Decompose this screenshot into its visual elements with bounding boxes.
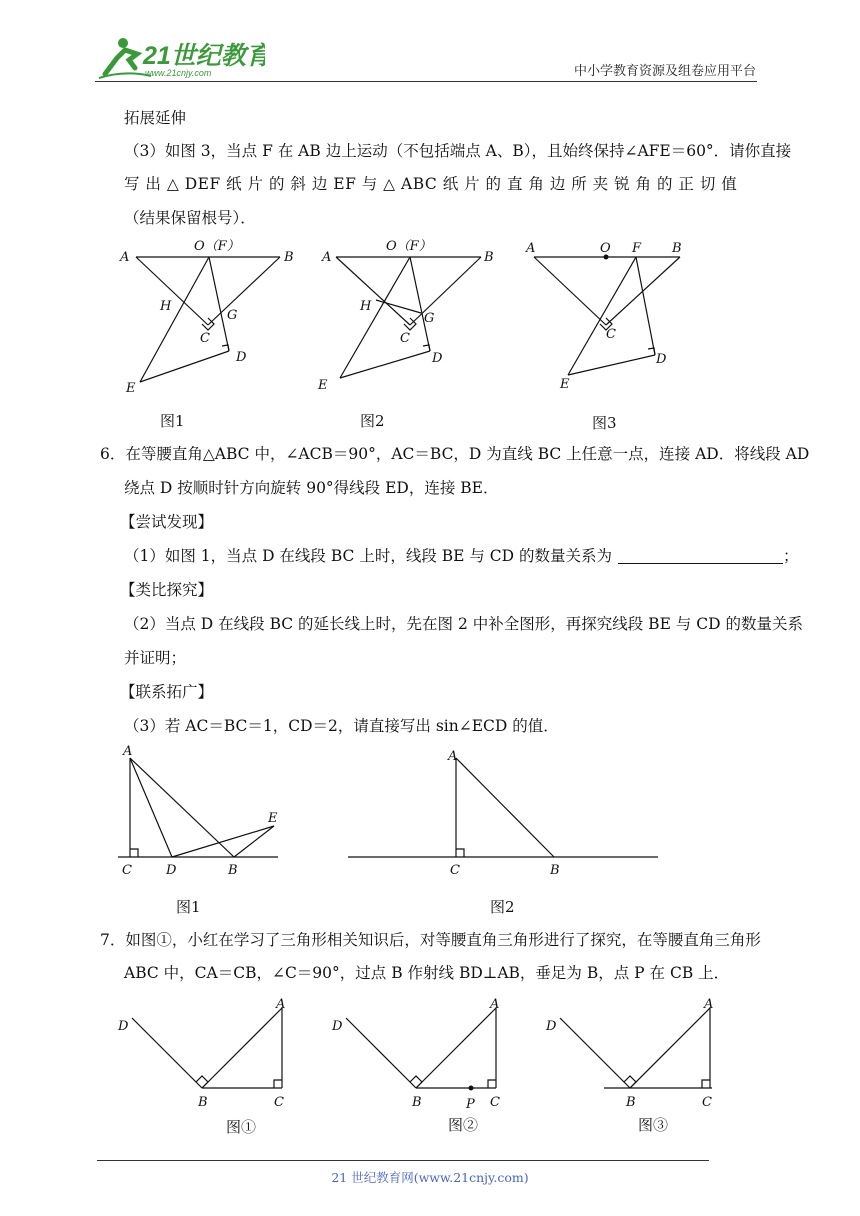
q6-part1: （1）如图 1，当点 D 在线段 BC 上时，线段 BE 与 CD 的数量关系为 ；	[124, 547, 799, 565]
svg-text:A: A	[490, 997, 500, 1012]
svg-text:D: D	[332, 1019, 343, 1034]
svg-text:C: C	[450, 863, 460, 878]
q5-figure-2	[314, 232, 514, 432]
q6-part2-line1: （2）当点 D 在线段 BC 的延长线上时，先在图 2 中补全图形，再探究线段 BE 与 CD 的数量关系	[124, 615, 803, 633]
q6-figure-1	[110, 742, 290, 922]
q5-figure-3	[520, 232, 720, 432]
svg-text:O: O	[600, 241, 611, 256]
svg-text:B: B	[228, 863, 238, 878]
caption-fig1: 图1	[160, 412, 185, 430]
svg-text:D: D	[166, 863, 177, 878]
svg-text:C: C	[606, 327, 616, 342]
caption-q7-fig2: 图②	[448, 1116, 479, 1134]
caption-q6-fig1: 图1	[176, 898, 201, 916]
footer-link[interactable]: 21 世纪教育网(www.21cnjy.com)	[331, 1170, 529, 1185]
svg-text:A: A	[526, 241, 536, 256]
svg-text:A: A	[276, 997, 286, 1012]
q5-text-line3: （结果保留根号）．	[124, 209, 256, 227]
q7-text-line1: 7．如图①，小红在学习了三角形相关知识后，对等腰直角三角形进行了探究，在等腰直角三角形	[100, 931, 761, 949]
header-platform-text: 中小学教育资源及组卷应用平台	[573, 64, 756, 79]
q5-figure-1	[112, 232, 312, 432]
svg-text:A: A	[448, 749, 458, 764]
svg-text:B: B	[284, 250, 294, 265]
q5-text-line1: （3）如图 3，当点 F 在 AB 边上运动（不包括端点 A、B），且始终保持∠AFE＝60°．请你直接	[124, 142, 792, 160]
caption-q6-fig2: 图2	[490, 898, 515, 916]
svg-text:D: D	[236, 350, 247, 365]
logo-url: www.21cnjy.com	[145, 68, 212, 78]
q6-tag-analogy: 【类比探究】	[120, 581, 214, 599]
svg-text:H: H	[360, 299, 372, 314]
caption-fig2: 图2	[360, 412, 385, 430]
q6-tag-try: 【尝试发现】	[120, 513, 214, 531]
svg-text:B: B	[626, 1095, 636, 1110]
svg-text:G: G	[424, 311, 435, 326]
logo-text: 21世纪教育	[143, 42, 265, 70]
svg-text:B: B	[672, 241, 682, 256]
answer-blank[interactable]	[618, 549, 783, 564]
svg-text:B: B	[198, 1095, 208, 1110]
svg-text:B: B	[484, 250, 494, 265]
svg-text:B: B	[412, 1095, 422, 1110]
svg-text:D: D	[432, 351, 443, 366]
svg-text:E: E	[268, 811, 278, 826]
svg-text:A: A	[123, 744, 133, 759]
caption-q7-fig1: 图①	[226, 1118, 257, 1136]
svg-text:G: G	[227, 308, 238, 323]
header-divider	[95, 81, 757, 82]
q5-text-line2: 写 出 △ DEF 纸 片 的 斜 边 EF 与 △ ABC 纸 片 的 直 角 边 所 夹 锐 角 的 正 切 值	[124, 175, 738, 193]
svg-text:C: C	[400, 331, 410, 346]
q6-part2-line2: 并证明；	[124, 649, 187, 667]
q6-part3: （3）若 AC＝BC＝1，CD＝2，请直接写出 sin∠ECD 的值．	[124, 717, 559, 735]
q6-figure-2	[340, 742, 670, 922]
section-title: 拓展延伸	[124, 109, 187, 127]
svg-text:C: C	[200, 331, 210, 346]
svg-text:D: D	[656, 352, 667, 367]
footer-divider	[97, 1160, 709, 1161]
svg-text:C: C	[702, 1095, 712, 1110]
q6-text-line2: 绕点 D 按顺时针方向旋转 90°得线段 ED，连接 BE．	[124, 479, 499, 497]
svg-text:E: E	[560, 377, 570, 392]
q6-tag-extend: 【联系拓广】	[120, 683, 214, 701]
svg-text:A: A	[120, 250, 130, 265]
q7-figure-1	[112, 994, 302, 1144]
q6-text-line1: 6．在等腰直角△ABC 中，∠ACB＝90°，AC＝BC，D 为直线 BC 上任意一点，连接 AD．将线段 AD	[100, 445, 810, 463]
q7-text-line2: ABC 中，CA＝CB，∠C＝90°，过点 B 作射线 BD⊥AB，垂足为 B，点 P 在 CB 上．	[124, 964, 730, 982]
q7-figure-2	[330, 994, 520, 1144]
svg-text:O（F）: O（F）	[386, 239, 432, 254]
svg-text:E: E	[126, 381, 136, 396]
svg-text:P: P	[466, 1097, 475, 1112]
svg-text:C: C	[122, 863, 132, 878]
svg-text:A: A	[704, 997, 714, 1012]
q7-figure-3	[540, 994, 730, 1144]
caption-q7-fig3: 图③	[638, 1116, 669, 1134]
svg-text:C: C	[490, 1095, 500, 1110]
svg-text:F: F	[632, 241, 642, 256]
site-logo	[95, 34, 265, 82]
svg-text:D: D	[546, 1019, 557, 1034]
svg-text:O（F）: O（F）	[194, 239, 240, 254]
svg-text:A: A	[322, 250, 332, 265]
svg-text:B: B	[550, 863, 560, 878]
svg-text:D: D	[118, 1019, 129, 1034]
svg-text:H: H	[160, 299, 172, 314]
svg-text:E: E	[318, 378, 328, 393]
caption-fig3: 图3	[592, 414, 617, 432]
svg-text:C: C	[274, 1095, 284, 1110]
